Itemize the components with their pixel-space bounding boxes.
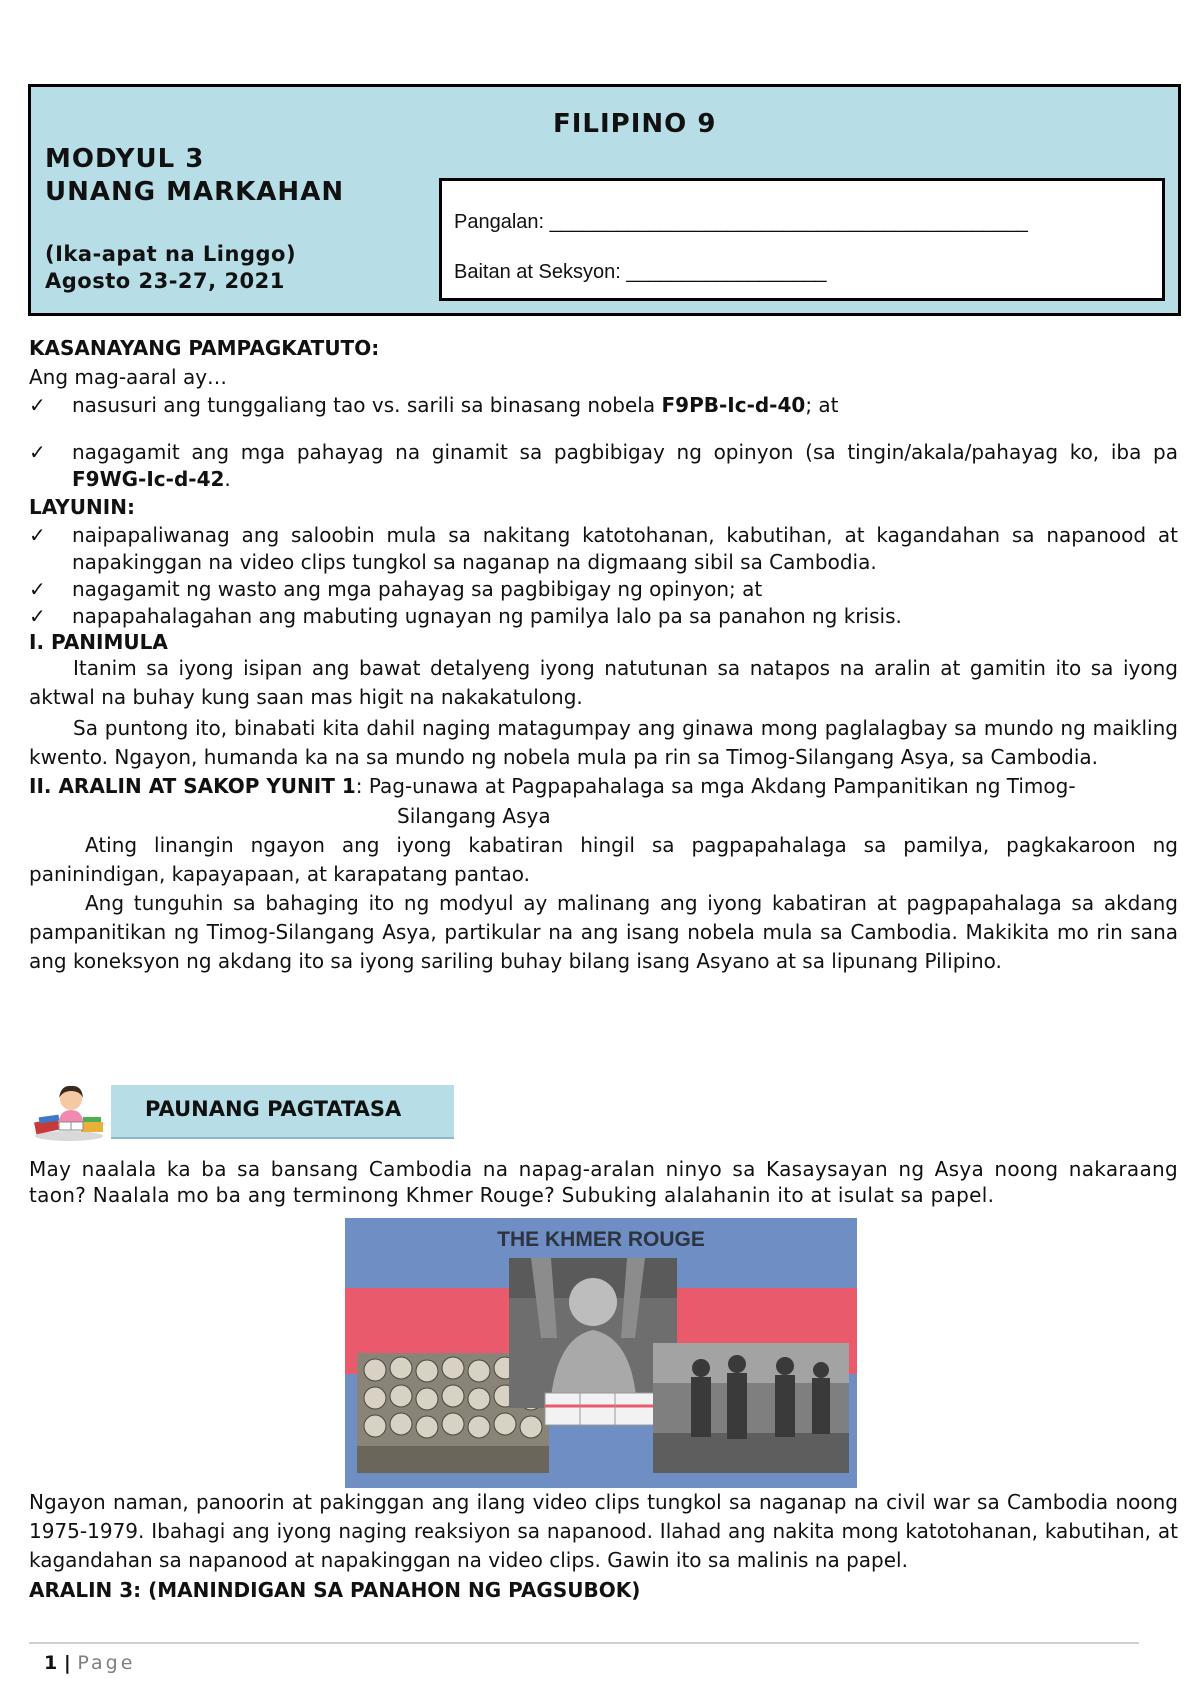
activity-content	[29, 1488, 1178, 1605]
pretest-content	[29, 1156, 1178, 1208]
competencies-intro: Ang mag-aaral ay…	[29, 365, 228, 389]
competency-item: ✓ nasusuri ang tunggaliang tao vs. sarili sa binasang nobela F9PB-Ic-d-40; at	[29, 393, 839, 417]
section-field[interactable]: Baitan at Seksyon: __________________	[454, 261, 827, 283]
checkmark-icon: ✓	[29, 523, 46, 547]
lesson-heading-continued: Silangang Asya	[397, 804, 551, 828]
page-number: 1 | Page	[44, 1652, 136, 1674]
competency-code: F9WG-Ic-d-42	[72, 467, 225, 491]
objective-item: ✓ nagagamit ng wasto ang mga pahayag sa pagbibigay ng opinyon; at	[29, 577, 763, 601]
objectives-heading: LAYUNIN:	[29, 495, 135, 519]
checkmark-icon: ✓	[29, 577, 46, 601]
image-title: THE KHMER ROUGE	[497, 1228, 705, 1251]
khmer-rouge-image	[345, 1218, 857, 1488]
competency-code: F9PB-Ic-d-40	[661, 393, 806, 417]
footer-divider	[29, 1642, 1139, 1644]
student-reading-icon	[29, 1082, 109, 1142]
objective-item: ✓ napapahalagahan ang mabuting ugnayan ng pamilya lalo pa sa panahon ng krisis.	[29, 604, 902, 628]
pretest-label: PAUNANG PAGTATASA	[111, 1085, 454, 1139]
checkmark-icon: ✓	[29, 440, 46, 464]
schedule	[45, 241, 296, 295]
pretest-paragraph: May naalala ka ba sa bansang Cambodia na napag-aralan ninyo sa Kasaysayan ng Asya noong nakaraang taon? Naalala mo ba ang terminong Khmer Rouge? Subuking alalahanin ito at isulat sa papel.	[29, 1157, 1178, 1207]
lesson-heading: II. ARALIN AT SAKOP YUNIT 1: Pag-unawa at Pagpapahalaga sa mga Akdang Pampanitikan ng Timog-	[29, 774, 1076, 798]
module-header	[28, 84, 1181, 316]
name-field[interactable]: Pangalan: ___________________________________________	[454, 211, 1028, 233]
student-info-box	[439, 178, 1165, 301]
competency-item: ✓ nagagamit ang mga pahayag na ginamit sa pagbibigay ng opinyon (sa tingin/akala/pahayag ko, iba pa F9WG-Ic-d-42.	[29, 440, 1178, 491]
lesson-paragraph: Ating linangin ngayon ang iyong kabatiran hingil sa pagpapahalaga sa pamilya, pagkakaroon ng paninindigan, kapayapaan, at karapatang pantao.	[29, 833, 1178, 886]
intro-paragraph: Sa puntong ito, binabati kita dahil naging matagumpay ang ginawa mong paglalagbay sa mundo ng maikling kwento. Ngayon, humanda ka na sa mundo ng nobela mula pa rin sa Timog-Silangang Asya, sa Cambodia.	[29, 716, 1178, 769]
activity-paragraph: Ngayon naman, panoorin at pakinggan ang ilang video clips tungkol sa naganap na civil war sa Cambodia noong 1975-1979. Ibahagi ang iyong naging reaksiyon sa napanood. Ilahad ang nakita mong katotohanan, kabutihan, at kagandahan sa napanood at napakinggan na video clips. Gawin ito sa malinis na papel.	[29, 1490, 1178, 1572]
objective-item: ✓ naipapaliwanag ang saloobin mula sa nakitang katotohanan, kabutihan, at kagandahan sa napanood at napakinggan na video clips tungkol sa naganap na digmaang sibil sa Cambodia.	[29, 523, 1178, 574]
subject-title: FILIPINO 9	[553, 109, 717, 139]
lesson-paragraph: Ang tunguhin sa bahaging ito ng modyul ay malinang ang iyong kabatiran at pagpapahalaga sa akdang pampanitikan ng Timog-Silangang Asya, partikular na ang isang nobela mula sa Cambodia. Makikita mo rin sana ang koneksyon ng akdang ito sa iyong sariling buhay bilang isang Asyano at sa lipunang Pilipino.	[29, 891, 1178, 973]
pretest-banner	[29, 1082, 454, 1142]
date-label: Agosto 23-27, 2021	[45, 269, 285, 293]
competencies-heading: KASANAYANG PAMPAGKATUTO:	[29, 336, 380, 360]
week-label: (Ika-apat na Linggo)	[45, 242, 297, 266]
checkmark-icon: ✓	[29, 393, 46, 417]
checkmark-icon: ✓	[29, 604, 46, 628]
lesson3-heading: ARALIN 3: (MANINDIGAN SA PANAHON NG PAGSUBOK)	[29, 1578, 641, 1602]
quarter-label: UNANG MARKAHAN	[45, 177, 345, 207]
module-content	[29, 334, 1178, 976]
intro-heading: I. PANIMULA	[29, 630, 168, 654]
module-title	[45, 143, 344, 209]
intro-paragraph: Itanim sa iyong isipan ang bawat detalyeng iyong natutunan sa natapos na aralin at gamitin ito sa iyong aktwal na buhay kung saan mas higit na nakakatulong.	[29, 656, 1178, 709]
module-number: MODYUL 3	[45, 144, 205, 174]
